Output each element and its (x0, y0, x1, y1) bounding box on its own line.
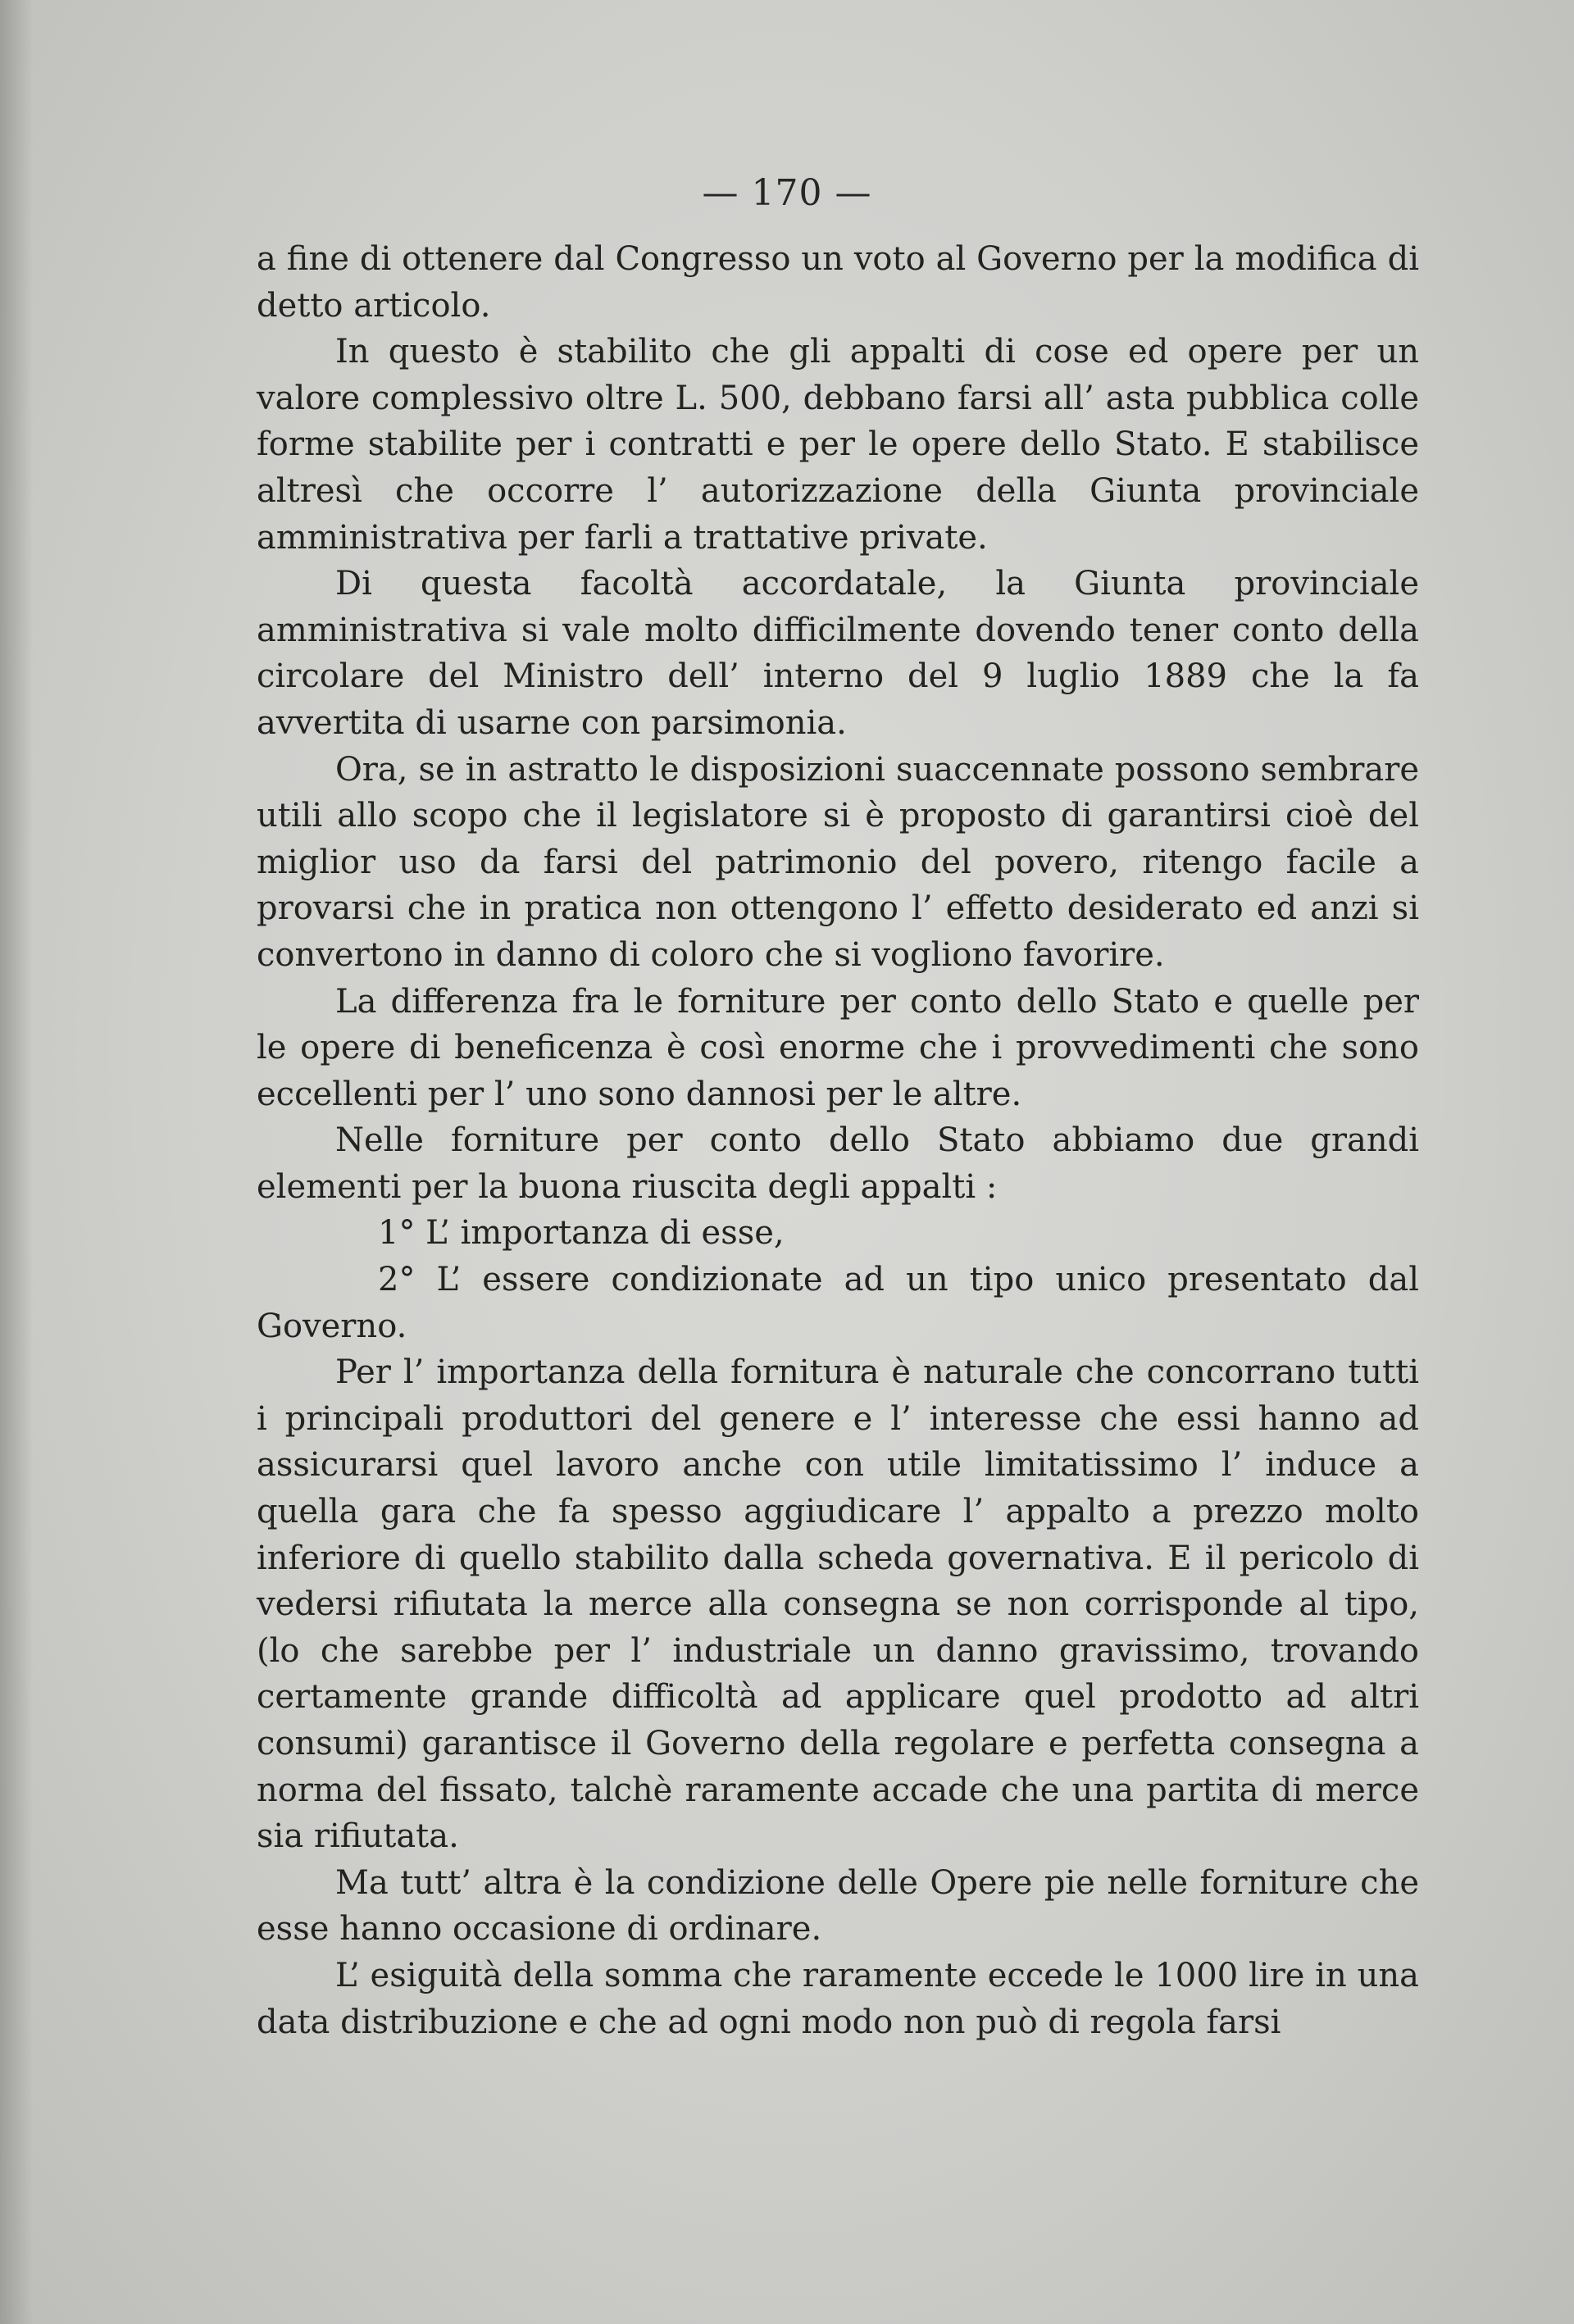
paragraph: Ma tutt’ altra è la condizione delle Opere pie nelle forniture che esse hanno occasione di ordinare. (257, 1863, 1419, 1949)
paragraph: a fine di ottenere dal Congresso un voto al Governo per la modifica di detto articolo. (257, 240, 1419, 325)
paragraph: Di questa facoltà accordatale, la Giunta provinciale amministrativa si vale molto difficilmente dovendo tener conto della circolare del Ministro dell’ interno del 9 luglio 1889 che la fa avvertita di usarne con parsimonia. (257, 565, 1419, 742)
list-item: 1° L’ importanza di esse, (378, 1214, 785, 1253)
page-number: — 170 — (702, 172, 872, 214)
paragraph: In questo è stabilito che gli appalti di cose ed opere per un valore complessivo oltre L. 500, debbano farsi all’ asta pubblica colle forme stabilite per i contratti e per le opere dello Stato. E stabilisce altresì che occorre l’ autorizzazione della Giunta provinciale amministrativa per farli a trattative private. (257, 333, 1419, 557)
paragraph: Ora, se in astratto le disposizioni suaccennate possono sembrare utili allo scopo che il legislatore si è proposto di garantirsi cioè del miglior uso da farsi del patrimonio del povero, ritengo facile a provarsi che in pratica non ottengono l’ effetto desiderato ed anzi si convertono in danno di coloro che si vogliono favorire. (257, 750, 1419, 974)
body-text (257, 236, 1419, 2045)
list-item: 2° L’ essere condizionate ad un tipo unico presentato dal Governo. (257, 1261, 1419, 1345)
paragraph: La differenza fra le forniture per conto dello Stato e quelle per le opere di beneficenza è così enorme che i provvedimenti che sono eccellenti per l’ uno sono dannosi per le altre. (257, 982, 1419, 1113)
paragraph: Nelle forniture per conto dello Stato abbiamo due grandi elementi per la buona riuscita degli appalti : (257, 1121, 1419, 1206)
page-edge-shadow (0, 0, 33, 2324)
paragraph: Per l’ importanza della fornitura è naturale che concorrano tutti i principali produttori del genere e l’ interesse che essi hanno ad assicurarsi quel lavoro anche con utile limitatissimo l’ induce a quella gara che fa spesso aggiudicare l’ appalto a prezzo molto inferiore di quello stabilito dalla scheda governativa. E il pericolo di vedersi rifiutata la merce alla consegna se non corrisponde al tipo, (lo che sarebbe per l’ industriale un danno gravissimo, trovando certamente grande difficoltà ad applicare quel prodotto ad altri consumi) garantisce il Governo della regolare e perfetta consegna a norma del fissato, talchè raramente accade che una partita di merce sia rifiutata. (257, 1353, 1419, 1856)
paragraph: L’ esiguità della somma che raramente eccede le 1000 lire in una data distribuzione e che ad ogni modo non può di regola farsi (257, 1956, 1419, 2041)
